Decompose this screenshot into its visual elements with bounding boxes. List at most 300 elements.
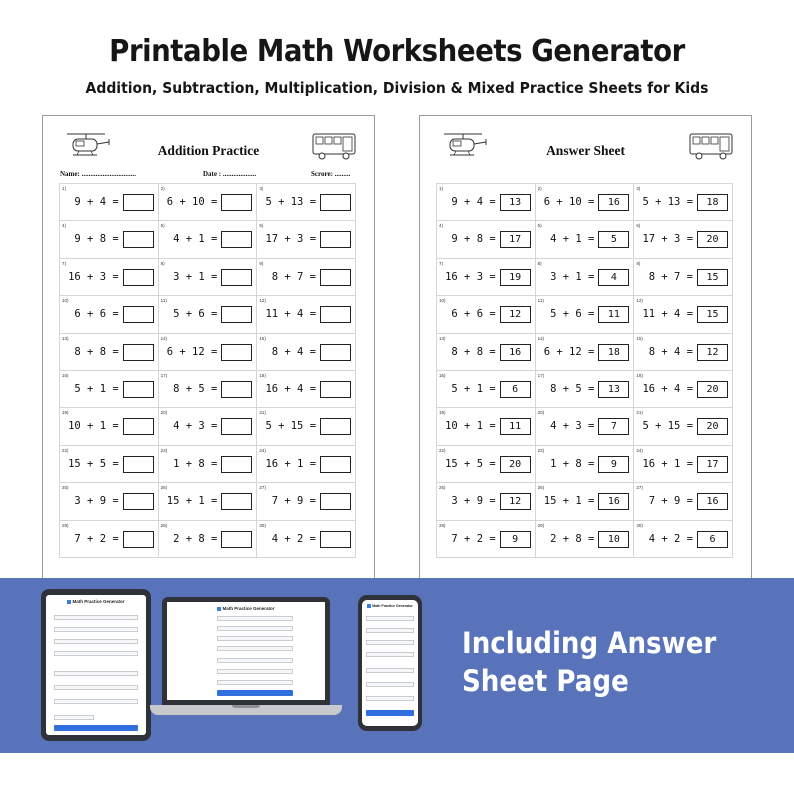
problem-row [437, 296, 733, 333]
problem-cell [257, 408, 356, 445]
problem-cell [536, 408, 635, 445]
problem-cell [60, 296, 159, 333]
problem-number: 21) [636, 410, 643, 416]
problem-number: 20) [160, 410, 168, 416]
form-field [54, 671, 138, 676]
generate-button [217, 690, 293, 696]
answer-sheet-title: Answer Sheet [546, 143, 625, 158]
problem-number: 24) [636, 447, 643, 453]
problem-number: 7) [62, 260, 67, 266]
problem-equation: 16 + 1 = [265, 457, 317, 470]
worksheet-page [42, 115, 375, 585]
problem-number: 2) [537, 186, 542, 191]
problem-row [437, 408, 733, 445]
problem-cell [536, 371, 635, 408]
form-field [366, 652, 414, 657]
blank-answer-box [221, 418, 252, 435]
blank-answer-box [320, 418, 351, 435]
problem-cell [437, 371, 536, 408]
problem-number: 16) [439, 372, 446, 378]
problem-row [60, 259, 356, 296]
problem-equation: 16 + 3 = [68, 270, 119, 283]
problem-row [437, 483, 733, 520]
problem-equation: 10 + 1 = [445, 420, 496, 433]
answer-box: 20 [500, 456, 531, 473]
answer-box: 16 [500, 344, 531, 361]
answer-box: 18 [697, 194, 728, 211]
hero-title: Printable Math Worksheets Generator [109, 34, 685, 69]
problem-number: 19) [62, 410, 69, 416]
problem-equation: 4 + 3 = [173, 420, 218, 433]
form-field [366, 668, 414, 673]
app-title: Math Practice Generator [167, 606, 325, 611]
blank-answer-box [123, 493, 154, 510]
problem-number: 30) [259, 522, 266, 528]
blank-answer-box [221, 344, 252, 361]
problem-equation: 4 + 3 = [550, 420, 595, 433]
problem-number: 15) [636, 335, 643, 341]
problem-equation: 8 + 4 = [648, 345, 694, 358]
problem-cell [159, 184, 258, 221]
problem-number: 1) [439, 186, 444, 191]
bus-icon [311, 131, 357, 161]
blank-answer-box [221, 531, 252, 548]
problem-equation: 5 + 6 = [173, 308, 218, 321]
problem-row [60, 371, 356, 408]
problem-number: 13) [439, 335, 446, 341]
problem-number: 12) [636, 298, 643, 304]
tablet-mockup [41, 589, 151, 741]
blank-answer-box [123, 231, 154, 248]
blank-answer-box [221, 269, 252, 286]
form-field [217, 646, 293, 651]
problem-number: 18) [636, 372, 643, 378]
problem-equation: 15 + 1 = [166, 495, 218, 508]
problem-cell [159, 521, 258, 558]
problem-equation: 8 + 7 = [271, 270, 317, 283]
problem-row [60, 334, 356, 371]
answer-box: 16 [598, 194, 629, 211]
problem-equation: 5 + 15 = [265, 420, 317, 433]
problem-equation: 3 + 9 = [451, 495, 496, 508]
problem-number: 1) [62, 186, 67, 191]
problem-equation: 15 + 1 = [543, 495, 595, 508]
answer-box: 5 [598, 231, 629, 248]
answer-box: 9 [598, 456, 629, 473]
problem-number: 6) [259, 223, 264, 229]
banner-line-2: Sheet Page [462, 664, 629, 698]
problem-equation: 8 + 4 = [271, 345, 317, 358]
problem-cell [536, 221, 635, 258]
generate-button [54, 725, 138, 731]
problem-cell [159, 259, 258, 296]
problem-cell [634, 483, 733, 520]
problem-number: 24) [259, 447, 266, 453]
problem-number: 22) [439, 447, 446, 453]
form-field [217, 669, 293, 674]
answer-box: 6 [697, 531, 728, 548]
problem-equation: 16 + 4 = [265, 382, 317, 395]
problem-number: 4) [439, 223, 444, 229]
problem-cell [257, 334, 356, 371]
blank-answer-box [221, 493, 252, 510]
problem-equation: 5 + 1 = [74, 382, 119, 395]
form-field [54, 651, 138, 656]
problem-number: 8) [160, 260, 165, 266]
form-field [54, 685, 138, 690]
problem-cell [159, 296, 258, 333]
problem-equation: 9 + 8 = [451, 233, 496, 246]
problem-equation: 5 + 15 = [642, 420, 694, 433]
blank-answer-box [320, 531, 351, 548]
blank-answer-box [123, 418, 154, 435]
banner-line-1: Including Answer [462, 626, 717, 660]
phone-mockup [358, 595, 422, 731]
problem-cell [536, 521, 635, 558]
problem-equation: 7 + 2 = [74, 532, 119, 545]
problem-cell [634, 334, 733, 371]
problem-row [60, 521, 356, 558]
answer-box: 12 [697, 344, 728, 361]
problem-equation: 7 + 9 = [648, 495, 694, 508]
problem-equation: 16 + 1 = [642, 457, 694, 470]
answer-box: 6 [500, 381, 531, 398]
answer-box: 11 [598, 306, 629, 323]
worksheet-title: Addition Practice [157, 143, 260, 158]
problem-equation: 4 + 1 = [550, 233, 595, 246]
problem-number: 28) [439, 522, 446, 528]
form-field [217, 658, 293, 663]
blank-answer-box [123, 269, 154, 286]
answer-box: 11 [500, 418, 531, 435]
tablet-screen [46, 595, 146, 735]
problem-number: 26) [537, 485, 545, 491]
problem-equation: 3 + 1 = [173, 270, 218, 283]
problem-cell [536, 259, 635, 296]
problem-cell [159, 483, 258, 520]
problem-cell [634, 521, 733, 558]
laptop-mockup [162, 597, 330, 705]
blank-answer-box [123, 306, 154, 323]
problem-equation: 4 + 1 = [173, 233, 218, 246]
problem-cell [159, 408, 258, 445]
answer-box: 13 [598, 381, 629, 398]
blank-answer-box [320, 381, 351, 398]
problem-cell [536, 296, 635, 333]
problem-number: 17) [160, 372, 168, 378]
laptop-screen [167, 602, 325, 700]
problem-equation: 9 + 4 = [74, 196, 119, 208]
problem-number: 2) [160, 186, 165, 191]
blank-answer-box [320, 269, 351, 286]
answer-box: 20 [697, 381, 728, 398]
problem-cell [536, 184, 635, 221]
problem-row [437, 259, 733, 296]
problem-number: 30) [636, 522, 643, 528]
problem-number: 25) [62, 485, 69, 491]
problem-cell [634, 259, 733, 296]
problem-cell [257, 259, 356, 296]
score-field: Scrore: ......... [311, 170, 351, 178]
problem-cell [437, 221, 536, 258]
problem-number: 5) [160, 223, 165, 229]
blank-answer-box [123, 194, 154, 211]
problem-cell [60, 259, 159, 296]
answer-box: 10 [598, 531, 629, 548]
problem-cell [437, 184, 536, 221]
date-field: Date : ................... [203, 170, 257, 178]
answer-box: 16 [598, 493, 629, 510]
problem-cell [60, 184, 159, 221]
problem-cell [536, 483, 635, 520]
problem-equation: 10 + 1 = [68, 420, 119, 433]
problem-cell [60, 483, 159, 520]
problem-equation: 6 + 12 = [543, 345, 595, 358]
problem-row [437, 521, 733, 558]
problem-number: 4) [62, 223, 67, 229]
problem-number: 10) [439, 298, 446, 304]
problem-equation: 7 + 9 = [271, 495, 317, 508]
problem-row [437, 184, 733, 221]
problem-number: 7) [439, 260, 444, 266]
problem-cell [634, 446, 733, 483]
problem-cell [634, 296, 733, 333]
problem-cell [634, 408, 733, 445]
form-field [366, 628, 414, 633]
problem-number: 8) [537, 260, 542, 266]
form-field [366, 682, 414, 687]
hero-subtitle: Addition, Subtraction, Multiplication, Division & Mixed Practice Sheets for Kids [85, 79, 709, 97]
problem-cell [634, 184, 733, 221]
laptop-notch [232, 705, 260, 708]
problem-cell [257, 221, 356, 258]
problem-number: 25) [439, 485, 446, 491]
problem-equation: 15 + 5 = [68, 457, 119, 470]
answer-box: 4 [598, 269, 629, 286]
problem-equation: 8 + 8 = [74, 345, 119, 358]
problem-row [60, 446, 356, 483]
problem-equation: 9 + 4 = [451, 196, 496, 208]
problem-number: 12) [259, 298, 266, 304]
problem-row [437, 446, 733, 483]
blank-answer-box [320, 456, 351, 473]
problem-number: 27) [259, 485, 266, 491]
problem-number: 23) [160, 447, 168, 453]
problem-cell [536, 334, 635, 371]
problem-equation: 8 + 8 = [451, 345, 496, 358]
blank-answer-box [320, 231, 351, 248]
problem-number: 21) [259, 410, 266, 416]
problem-cell [257, 371, 356, 408]
answer-grid [436, 183, 733, 558]
problem-number: 6) [636, 223, 641, 229]
form-field [54, 699, 138, 704]
problem-row [437, 371, 733, 408]
problem-cell [159, 334, 258, 371]
problem-equation: 5 + 13 = [265, 196, 317, 208]
blank-answer-box [320, 493, 351, 510]
problem-equation: 4 + 2 = [271, 532, 317, 545]
problem-cell [437, 334, 536, 371]
problem-cell [60, 521, 159, 558]
problem-row [60, 296, 356, 333]
answer-box: 7 [598, 418, 629, 435]
problem-equation: 17 + 3 = [642, 233, 694, 246]
problem-cell [159, 371, 258, 408]
problem-cell [257, 521, 356, 558]
problem-number: 26) [160, 485, 168, 491]
answer-box: 16 [697, 493, 728, 510]
problem-number: 23) [537, 447, 545, 453]
problem-equation: 2 + 8 = [550, 532, 595, 545]
problem-number: 3) [636, 186, 641, 191]
problem-equation: 6 + 10 = [166, 196, 218, 208]
problem-cell [60, 446, 159, 483]
app-title: Math Practice Generator [46, 599, 146, 604]
problem-cell [60, 334, 159, 371]
problem-equation: 6 + 12 = [166, 345, 218, 358]
problem-cell [437, 296, 536, 333]
problem-cell [437, 446, 536, 483]
problem-equation: 8 + 5 = [550, 382, 595, 395]
app-logo-icon [67, 600, 71, 604]
app-title: Math Practice Generator [362, 604, 418, 608]
problem-number: 9) [636, 260, 641, 266]
problem-cell [634, 221, 733, 258]
name-field: Name: ............................... [60, 170, 136, 178]
problem-number: 15) [259, 335, 266, 341]
problem-number: 3) [259, 186, 264, 191]
problem-cell [437, 521, 536, 558]
problem-number: 22) [62, 447, 69, 453]
problem-cell [257, 483, 356, 520]
problem-row [60, 483, 356, 520]
answer-box: 20 [697, 231, 728, 248]
problem-cell [437, 259, 536, 296]
problem-equation: 3 + 9 = [74, 495, 119, 508]
problem-row [437, 334, 733, 371]
form-field [54, 627, 138, 632]
form-field [54, 639, 138, 644]
answer-box: 20 [697, 418, 728, 435]
answer-sheet-page [419, 115, 752, 585]
form-field [54, 715, 94, 720]
answer-box: 18 [598, 344, 629, 361]
problem-number: 11) [537, 298, 544, 304]
problem-cell [159, 446, 258, 483]
problem-row [437, 221, 733, 258]
answer-box: 12 [500, 306, 531, 323]
bus-icon [688, 131, 734, 161]
problem-equation: 11 + 4 = [642, 308, 694, 321]
problem-equation: 5 + 13 = [642, 196, 694, 208]
problem-grid [59, 183, 356, 558]
problem-equation: 6 + 6 = [451, 308, 496, 321]
app-logo-icon [217, 607, 221, 611]
blank-answer-box [123, 456, 154, 473]
generate-button [366, 710, 414, 716]
form-field [366, 616, 414, 621]
blank-answer-box [320, 194, 351, 211]
blank-answer-box [221, 381, 252, 398]
problem-equation: 5 + 6 = [550, 308, 595, 321]
form-field [217, 626, 293, 631]
problem-equation: 8 + 5 = [173, 382, 218, 395]
problem-cell [437, 408, 536, 445]
answer-box: 15 [697, 306, 728, 323]
problem-equation: 1 + 8 = [550, 457, 595, 470]
form-field [217, 616, 293, 621]
form-field [217, 636, 293, 641]
form-field [366, 696, 414, 701]
problem-number: 19) [439, 410, 446, 416]
problem-equation: 15 + 5 = [445, 457, 496, 470]
problem-equation: 16 + 3 = [445, 270, 496, 283]
problem-number: 11) [160, 298, 167, 304]
problem-cell [257, 446, 356, 483]
problem-cell [60, 408, 159, 445]
phone-screen [362, 600, 418, 726]
app-logo-icon [367, 604, 371, 608]
problem-equation: 16 + 4 = [642, 382, 694, 395]
form-field [366, 640, 414, 645]
answer-box: 17 [500, 231, 531, 248]
problem-number: 27) [636, 485, 643, 491]
blank-answer-box [221, 231, 252, 248]
problem-equation: 1 + 8 = [173, 457, 218, 470]
problem-row [60, 221, 356, 258]
problem-equation: 5 + 1 = [451, 382, 496, 395]
problem-number: 16) [62, 372, 69, 378]
problem-equation: 4 + 2 = [648, 532, 694, 545]
blank-answer-box [123, 381, 154, 398]
problem-cell [257, 296, 356, 333]
answer-box: 15 [697, 269, 728, 286]
problem-number: 18) [259, 372, 266, 378]
problem-number: 29) [160, 522, 168, 528]
problem-equation: 9 + 8 = [74, 233, 119, 246]
problem-row [60, 408, 356, 445]
blank-answer-box [123, 531, 154, 548]
blank-answer-box [123, 344, 154, 361]
problem-cell [60, 221, 159, 258]
problem-equation: 6 + 10 = [543, 196, 595, 208]
problem-equation: 7 + 2 = [451, 532, 496, 545]
problem-equation: 8 + 7 = [648, 270, 694, 283]
answer-box: 17 [697, 456, 728, 473]
problem-equation: 6 + 6 = [74, 308, 119, 321]
problem-cell [257, 184, 356, 221]
problem-row [60, 184, 356, 221]
answer-box: 9 [500, 531, 531, 548]
problem-number: 14) [537, 335, 545, 341]
problem-cell [536, 446, 635, 483]
problem-number: 29) [537, 522, 545, 528]
problem-cell [634, 371, 733, 408]
problem-cell [437, 483, 536, 520]
problem-number: 10) [62, 298, 69, 304]
problem-equation: 2 + 8 = [173, 532, 218, 545]
banner-caption [462, 624, 732, 700]
answer-box: 19 [500, 269, 531, 286]
blank-answer-box [221, 194, 252, 211]
problem-equation: 3 + 1 = [550, 270, 595, 283]
blank-answer-box [320, 344, 351, 361]
problem-equation: 17 + 3 = [265, 233, 317, 246]
problem-equation: 11 + 4 = [265, 308, 317, 321]
problem-number: 28) [62, 522, 69, 528]
blank-answer-box [221, 456, 252, 473]
